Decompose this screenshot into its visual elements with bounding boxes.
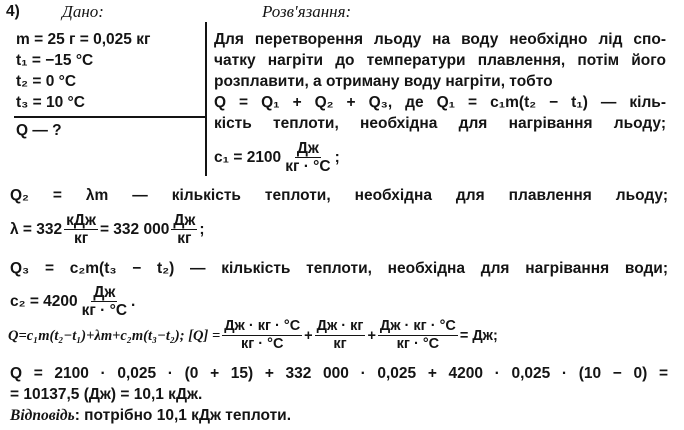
formula-q2: Q₂ = λm — кількість теплоти, необхідна для плавлення льоду; xyxy=(10,187,668,204)
answer xyxy=(10,406,291,426)
given-mass: m = 25 г = 0,025 кг xyxy=(16,31,151,48)
calculation-line-2: = 10137,5 (Дж) = 10,1 кДж. xyxy=(10,386,203,403)
c1-formula xyxy=(214,140,340,175)
answer-text: : потрібно 10,1 кДж теплоти. xyxy=(74,407,291,424)
answer-label: Відповідь xyxy=(10,407,75,424)
lambda-unit-fraction-2 xyxy=(171,212,197,247)
lambda-end: ; xyxy=(199,220,205,238)
lambda-unit-fraction-1 xyxy=(64,212,98,247)
solution-line-3: розплавити, а отриману воду нагріти, тобто xyxy=(214,73,553,90)
given-unknown: Q — ? xyxy=(16,122,62,139)
solution-line-2: чатку нагріти до температури плавлення, потім його xyxy=(214,52,666,69)
formula-q-sum: Q = Q₁ + Q₂ + Q₃, де Q₁ = c₁m(t₂ − t₁) — кіль- xyxy=(214,94,666,111)
given-t2: t₂ = 0 °C xyxy=(16,73,77,90)
lambda-value: λ = 332 xyxy=(10,220,63,238)
c1-unit-fraction xyxy=(283,140,332,175)
units-numerator-1: Дж · кг · °C xyxy=(224,318,301,334)
units-numerator-2: Дж · кг xyxy=(316,318,364,334)
calculation-line-1: Q = 2100 · 0,025 · (0 + 15) + 332 000 · 0,025 + 4200 · 0,025 · (10 − 0) = xyxy=(10,365,668,382)
c2-unit-numerator: Дж xyxy=(93,284,116,301)
lambda-converted: = 332 000 xyxy=(99,220,170,238)
c1-end: ; xyxy=(334,148,340,166)
units-numerator-3: Дж · кг · °C xyxy=(379,318,456,334)
c2-formula xyxy=(10,284,135,319)
units-denominator-1: кг · °C xyxy=(240,336,284,352)
c1-unit-numerator: Дж xyxy=(296,140,319,157)
given-divider xyxy=(205,22,207,176)
formula-q3: Q₃ = c₂m(t₃ − t₂) — кількість теплоти, необхідна для нагрівання води; xyxy=(10,260,668,277)
c2-end: . xyxy=(131,292,136,310)
given-heading: Дано: xyxy=(62,2,104,21)
units-formula-left: Q=c₁m(t₂−t₁)+λm+c₂m(t₃−t₂); [Q] = xyxy=(8,327,221,344)
units-plus-2: + xyxy=(367,327,376,344)
solution-heading: Розв'язання: xyxy=(262,2,352,21)
units-denominator-3: кг · °C xyxy=(396,336,440,352)
c2-unit-denominator: кг · °C xyxy=(81,302,128,319)
units-result: = Дж; xyxy=(459,327,498,344)
units-denominator-2: кг xyxy=(333,336,347,352)
lambda-formula xyxy=(10,212,205,247)
c1-unit-denominator: кг · °C xyxy=(285,158,331,175)
lambda-unit-numerator-1: кДж xyxy=(66,212,96,229)
units-formula xyxy=(8,318,498,353)
solution-line-5: кість теплоти, необхідна для нагрівання льоду; xyxy=(214,115,666,132)
units-fraction-2 xyxy=(315,318,366,353)
lambda-unit-denominator-1: кг xyxy=(73,230,89,247)
given-underline xyxy=(14,116,205,118)
given-t1: t₁ = −15 °C xyxy=(16,52,94,69)
units-fraction-3 xyxy=(378,318,458,353)
c1-value: c₁ = 2100 xyxy=(214,148,282,166)
lambda-unit-numerator-2: Дж xyxy=(173,212,196,229)
c2-value: c₂ = 4200 xyxy=(10,292,78,310)
given-t3: t₃ = 10 °C xyxy=(16,94,85,111)
units-fraction-1 xyxy=(222,318,302,353)
problem-number: 4) xyxy=(6,3,20,20)
units-plus-1: + xyxy=(304,327,313,344)
lambda-unit-denominator-2: кг xyxy=(177,230,192,247)
solution-line-1: Для перетворення льоду на воду необхідно лід спо- xyxy=(214,31,666,48)
c2-unit-fraction xyxy=(80,284,129,319)
